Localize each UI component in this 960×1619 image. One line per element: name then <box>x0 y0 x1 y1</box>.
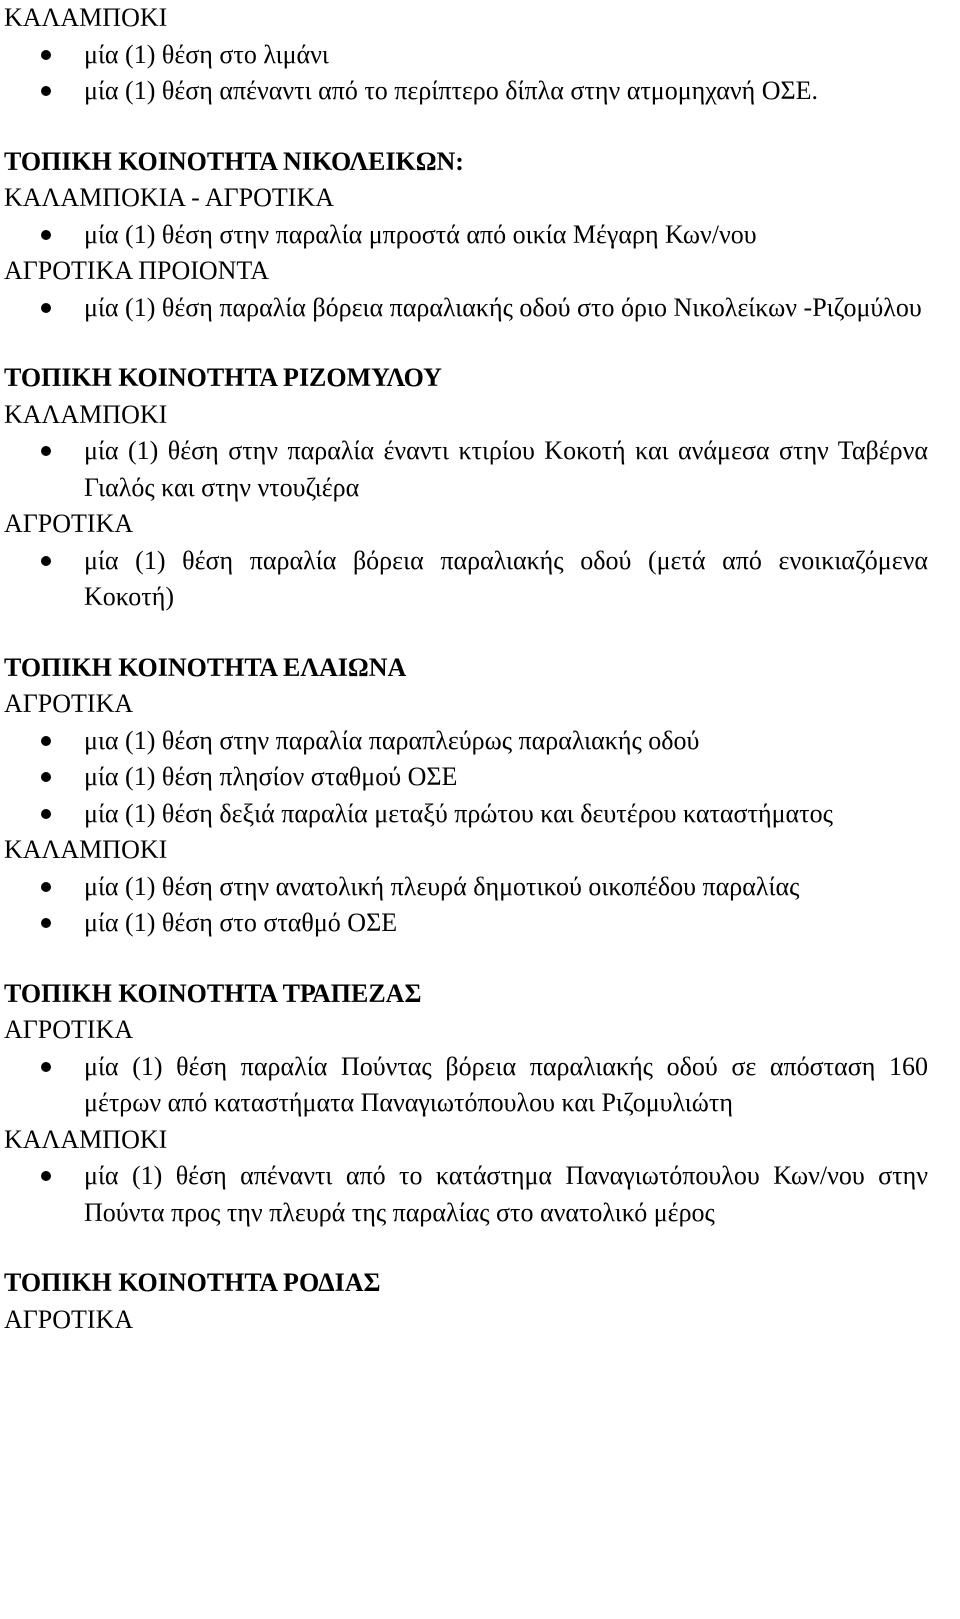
list-item <box>84 37 928 74</box>
bullet-icon <box>41 303 51 313</box>
bullet-icon <box>41 50 51 60</box>
list-item <box>84 217 928 254</box>
list-item <box>84 905 928 942</box>
category-label: ΚΑΛΑΜΠΟΚΙ <box>4 3 168 32</box>
list-item <box>84 1049 928 1122</box>
list-item-text: μία (1) θέση παραλία Πούντας βόρεια παραλιακής οδού σε απόσταση 160 μέτρων από καταστήματα Παναγιωτόπουλου και Ριζομυλιώτη <box>84 1051 928 1117</box>
list-item-text: μία (1) θέση απέναντι από το περίπτερο δίπλα στην ατμομηχανή ΟΣΕ. <box>84 76 818 105</box>
category-label: ΚΑΛΑΜΠΟΚΙ <box>4 399 168 429</box>
list-item-text: μία (1) θέση στην ανατολική πλευρά δημοτικού οικοπέδου παραλίας <box>84 871 800 901</box>
list-item <box>84 73 928 110</box>
list-item <box>84 796 928 833</box>
list-item-text: μία (1) θέση παραλία βόρεια παραλιακής οδού στο όριο Νικολείκων -Ριζομύλου <box>84 292 922 322</box>
list-item-text: μία (1) θέση στην παραλία έναντι κτιρίου Κοκοτή και ανάμεσα στην Ταβέρνα Γιαλός και στην ντουζιέρα <box>84 436 928 502</box>
bullet-icon <box>41 1171 51 1181</box>
list-item-text: μία (1) θέση παραλία βόρεια παραλιακής οδού (μετά από ενοικιαζόμενα Κοκοτή) <box>84 545 928 611</box>
category-label: ΑΓΡΟΤΙΚΑ <box>4 689 134 718</box>
category-label: ΑΓΡΟΤΙΚΑ <box>4 1304 134 1334</box>
bullet-icon <box>41 446 51 456</box>
list-item <box>84 1158 928 1231</box>
bullet-icon <box>41 809 51 819</box>
section-heading: ΤΟΠΙΚΗ ΚΟΙΝΟΤΗΤΑ ΤΡΑΠΕΖΑΣ <box>4 978 422 1008</box>
bullet-icon <box>41 882 51 892</box>
bullet-icon <box>41 1062 51 1072</box>
section-heading: ΤΟΠΙΚΗ ΚΟΙΝΟΤΗΤΑ ΡΙΖΟΜΥΛΟΥ <box>4 363 442 392</box>
list-item-text: μία (1) θέση πλησίον σταθμού ΟΣΕ <box>84 762 458 791</box>
list-item-text: μια (1) θέση στην παραλία παραπλεύρως παραλιακής οδού <box>84 725 700 755</box>
category-label: ΑΓΡΟΤΙΚΑ <box>4 1015 134 1044</box>
category-label: ΑΓΡΟΤΙΚΑ ΠΡΟΙΟΝΤΑ <box>4 256 270 285</box>
list-item-text: μία (1) θέση στο λιμάνι <box>84 39 329 69</box>
list-item-text: μία (1) θέση δεξιά παραλία μεταξύ πρώτου και δευτέρου καταστήματος <box>84 798 833 828</box>
category-label: ΑΓΡΟΤΙΚΑ <box>4 509 134 538</box>
list-item <box>84 759 928 796</box>
bullet-icon <box>41 772 51 782</box>
category-label: ΚΑΛΑΜΠΟΚΙ <box>4 1124 168 1154</box>
section-heading: ΤΟΠΙΚΗ ΚΟΙΝΟΤΗΤΑ ΡΟΔΙΑΣ <box>4 1268 381 1297</box>
list-item <box>84 543 928 616</box>
list-item <box>84 433 928 506</box>
list-item <box>84 723 928 760</box>
bullet-icon <box>41 556 51 566</box>
bullet-icon <box>41 736 51 746</box>
section-heading: ΤΟΠΙΚΗ ΚΟΙΝΟΤΗΤΑ ΝΙΚΟΛΕΙΚΩΝ: <box>4 146 464 176</box>
bullet-icon <box>41 86 51 96</box>
list-item <box>84 869 928 906</box>
list-item-text: μία (1) θέση απέναντι από το κατάστημα Παναγιωτόπουλου Κων/νου στην Πούντα προς την πλευρά της παραλίας στο ανατολικό μέρος <box>84 1161 928 1227</box>
list-item <box>84 290 928 327</box>
section-heading: ΤΟΠΙΚΗ ΚΟΙΝΟΤΗΤΑ ΕΛΑΙΩΝΑ <box>4 652 407 682</box>
bullet-icon <box>41 230 51 240</box>
category-label: ΚΑΛΑΜΠΟΚΙ <box>4 835 168 864</box>
category-label: ΚΑΛΑΜΠΟΚΙΑ - ΑΓΡΟΤΙΚΑ <box>4 183 334 212</box>
bullet-icon <box>41 918 51 928</box>
list-item-text: μία (1) θέση στην παραλία μπροστά από οικία Μέγαρη Κων/νου <box>84 219 757 249</box>
list-item-text: μία (1) θέση στο σταθμό ΟΣΕ <box>84 908 398 937</box>
